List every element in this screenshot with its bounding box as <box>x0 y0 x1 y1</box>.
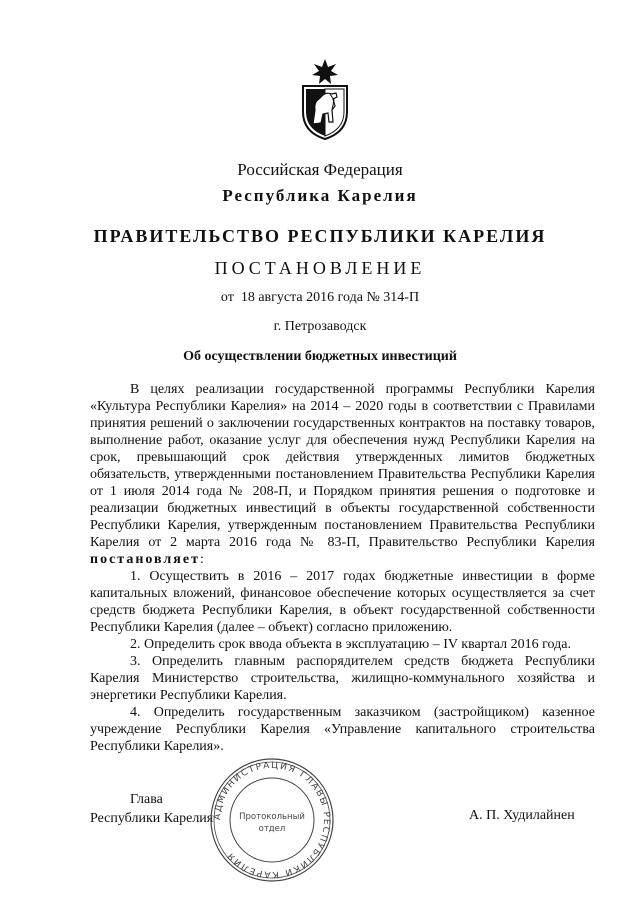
republic-name: Республика Карелия <box>222 186 418 205</box>
signature-title-line1: Глава <box>130 792 163 807</box>
stamp-inner-line2: отдел <box>258 824 286 834</box>
signature-title <box>90 790 213 828</box>
document-type: ПОСТАНОВЛЕНИЕ <box>214 258 426 278</box>
item-1: 1. Осуществить в 2016 – 2017 годах бюджетные инвестиции в форме капитальных вложений, финансовое обеспечение которых осуществляется за счет средств бюджета Республики Карелия, в объект государственной собственности Республики Карелия (далее – объект) согласно приложению. <box>90 569 595 635</box>
item-4: 4. Определить государственным заказчиком (застройщиком) казенное учреждение Республики Карелия «Управление капитального строительства Республики Карелия». <box>90 705 595 754</box>
country-name: Российская Федерация <box>237 160 403 179</box>
item-2: 2. Определить срок ввода объекта в эксплуатацию – IV квартал 2016 года. <box>130 637 571 652</box>
document-subject: Об осуществлении бюджетных инвестиций <box>183 349 457 364</box>
decree-colon: : <box>199 552 204 567</box>
document-date-number: от 18 августа 2016 года № 314-П <box>220 290 420 305</box>
signature-title-line2: Республики Карелия <box>90 811 214 826</box>
coat-of-arms-icon <box>297 58 353 140</box>
item-3: 3. Определить главным распорядителем средств бюджета Республики Карелия Министерство строительства, жилищно-коммунального хозяйства и энергетики Республики Карелия. <box>90 654 595 703</box>
stamp-inner-line1: Протокольный <box>239 812 305 822</box>
government-name: ПРАВИТЕЛЬСТВО РЕСПУБЛИКИ КАРЕЛИЯ <box>93 226 547 246</box>
signatory-name: А. П. Худилайнен <box>469 808 575 823</box>
preamble-text: В целях реализации государственной программы Республики Карелия «Культура Республики Карелия» на 2014 – 2020 годы в соответствии с Правилами принятия решений о заключении государственных контрактов на поставку товаров, выполнение работ, оказание услуг для обеспечения нужд Республики Карелия на срок, превышающий срок действия утвержденных лимитов бюджетных обязательств, утвержденными постановлением Правительства Республики Карелия от 1 июля 2014 года № 208-П, и Порядком принятия решения о подготовке и реализации бюджетных инвестиций в объекты государственной собственности Республики Карелия, утвержденным постановлением Правительства Республики Карелия от 2 марта 2016 года № 83-П, Правительство Республики Карелия <box>90 382 595 550</box>
document-city: г. Петрозаводск <box>273 319 367 334</box>
decree-word: постановляет <box>90 552 200 567</box>
document-body <box>90 381 595 755</box>
official-stamp <box>209 757 335 883</box>
stamp-outer-text: АДМИНИСТРАЦИЯ ГЛАВЫ РЕСПУБЛИКИ КАРЕЛИЯ <box>212 760 332 880</box>
preamble-paragraph <box>90 381 595 568</box>
